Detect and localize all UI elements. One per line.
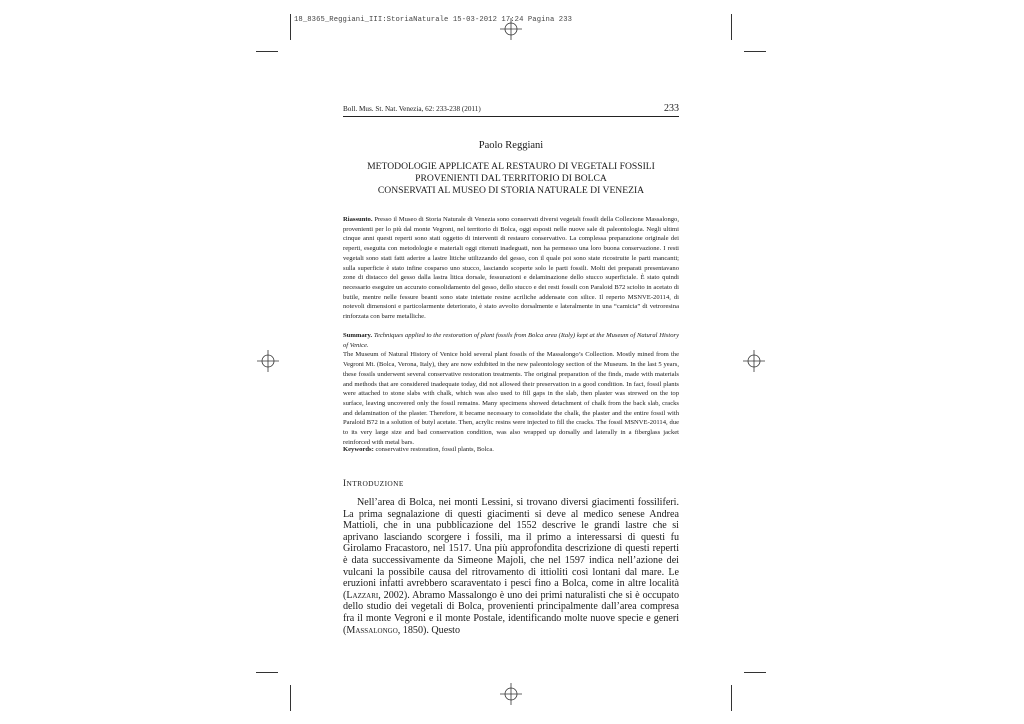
crop-mark xyxy=(744,672,766,673)
title-line: METODOLOGIE APPLICATE AL RESTAURO DI VEGETALI FOSSILI xyxy=(367,161,655,172)
summary-title: Techniques applied to the restoration of plant fossils from Bolca area (Italy) kept at the Museum of Natural History of Venice. xyxy=(343,332,679,349)
summary-label: Summary. xyxy=(343,332,373,339)
intro-text: , 1850). Questo xyxy=(397,624,460,636)
section-heading: INTRODUZIONE xyxy=(343,478,404,488)
title-line: CONSERVATI AL MUSEO DI STORIA NATURALE DI VENEZIA xyxy=(377,184,645,196)
print-slug: 18_8365_Reggiani_III:StoriaNaturale 15-03-2012 17:24 Pagina 233 xyxy=(294,16,573,24)
author-name: Paolo Reggiani xyxy=(478,140,544,151)
journal-citation: Boll. Mus. St. Nat. Venezia, 62: 233-238 (2011) xyxy=(343,105,481,113)
crop-mark xyxy=(290,685,291,711)
summary-abstract xyxy=(343,331,679,447)
crop-mark xyxy=(256,51,278,52)
intro-paragraph xyxy=(343,497,679,636)
registration-mark-icon xyxy=(500,18,522,40)
crop-mark xyxy=(731,685,732,711)
keywords xyxy=(343,445,679,455)
registration-mark-icon xyxy=(257,350,279,372)
registration-mark-icon xyxy=(743,350,765,372)
keywords-text: conservative restoration, fossil plants, Bolca. xyxy=(375,446,494,453)
title-line: PROVENIENTI DAL TERRITORIO DI BOLCA xyxy=(415,172,607,184)
citation-author: Massalongo xyxy=(346,624,398,636)
keywords-label: Keywords: xyxy=(343,446,374,453)
riassunto-abstract xyxy=(343,215,679,322)
citation-author: Lazzari xyxy=(346,589,379,601)
registration-mark-icon xyxy=(500,683,522,705)
crop-mark xyxy=(256,672,278,673)
crop-mark xyxy=(744,51,766,52)
riassunto-label: Riassunto. xyxy=(343,216,373,223)
running-header xyxy=(343,103,679,115)
crop-mark xyxy=(290,14,291,40)
header-rule xyxy=(343,116,679,117)
page-number: 233 xyxy=(664,103,679,114)
intro-text: , 2002). Abramo Massalongo è uno dei primi naturalisti che si è occupato dello studio dei vegetali di Bolca, provenienti principalmente dall’area compresa fra il monte Vegroni e il monte Postale, identificando molte nuove specie e generi ( xyxy=(343,589,679,636)
riassunto-text: Presso il Museo di Storia Naturale di Venezia sono conservati diversi vegetali fossili della Collezione Massalongo, provenienti per lo più dal monte Vegroni, nel territorio di Bolca, oggi esposti nelle nuove sale di paleontologia. Negli ultimi cinque anni questi reperti sono stati oggetto di interventi di restauro conservativo. La complessa preparazione originale dei reperti, eseguita con metodologie e materiali oggi ritenuti inadeguati, non ha permesso una loro buona conservazione. I resti vegetali sono stati fatti aderire a lastre litiche utilizzando del gesso, con il quale poi sono state ricostruite le parti mancanti; sulla superficie è stato infine cosparso uno stucco, lasciando scoperte solo le parti fossili. Molti dei preparati presentavano zone di distacco del gesso dalla lastra litica dorsale, fessurazioni e delaminazione dello stucco superficiale. È stato quindi necessario eseguire un accurato consolidamento del gesso, dello stucco e dei resti fossili con Paraloid B72 sciolto in acetato di butile, mentre nelle fessure beanti sono state iniettate resine acriliche addensate con silice. Il reperto MSNVE-20114, di notevoli dimensioni e particolarmente deteriorato, è stato avvolto dorsalmente e lateralmente in una “camicia” di vetroresina rinforzata con barre metalliche. xyxy=(343,216,679,321)
intro-text: Nell’area di Bolca, nei monti Lessini, si trovano diversi giacimenti fossiliferi. La prima segnalazione di questi giacimenti si deve al medico senese Andrea Mattioli, che in una pubblicazione del 1552 descrive le grandi lastre che si aprivano lasciando scorgere i fossili, ma il primo a interessarsi di questi fu Girolamo Fracastoro, nel 1517. Una più approfondita descrizione di questi reperti è data successivamente da Simeone Majoli, che nel 1597 indica nell’azione dei vulcani la possibile causa del ritrovamento di ittioliti così lontani dal mare. Le eruzioni infatti avrebbero scaraventato i pesci fino a Bolca, come in altre località ( xyxy=(343,497,679,601)
article-title xyxy=(343,161,679,196)
summary-text: The Museum of Natural History of Venice hold several plant fossils of the Massalongo’s Collection. Mostly mined from the Vegroni Mt. (Bolca, Verona, Italy), they are now exhibited in the new paleontology section of the Museum. In the last 5 years, these fossils underwent several conservative restoration treatments. The original preparation of the finds, made with materials and methods that are considered inadequate today, did not allowed their preservation in a good condition. In fact, fossil plants were attached to stone slabs with chalk, which was also used to fill gaps in the slab, then plaster was strewed on the top surface, leaving uncovered only the fossil remains. Many specimens showed detachment of chalk from the back slab, cracks and delamination of the plaster. Therefore, it became necessary to consolidate the chalk, the plaster and the entire fossil with Paraloid B72 in a solution of butyl acetate. Then, acrylic resins were injected to fill the cracks. The fossil MSNVE-20114, due to its very large size and bad conservation condition, was also wrapped up dorsally and laterally in a fiberglass jacket reinforced with metal bars. xyxy=(343,351,679,446)
crop-mark xyxy=(731,14,732,40)
